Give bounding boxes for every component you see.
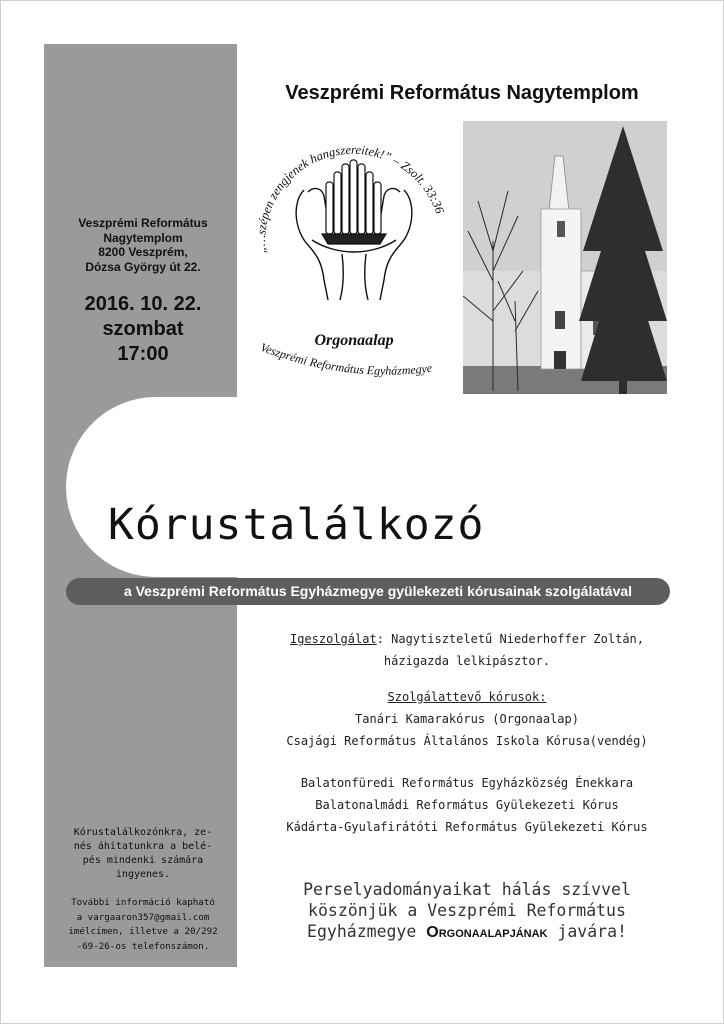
- event-date: 2016. 10. 22.: [84, 293, 202, 315]
- subtitle-banner: a Veszprémi Református Egyházmegye gyülekezeti kórusainak szolgálatával: [66, 578, 670, 605]
- sermon-line: [250, 628, 684, 650]
- church-photo: [463, 121, 667, 394]
- orgonaalap-emphasis: Orgonaalapjának: [426, 924, 548, 941]
- logo-name: Orgonaalap: [314, 332, 394, 349]
- info-line: imélcímen, illetve a 20/292: [68, 926, 218, 937]
- note-line: pés mindenki számára: [82, 855, 204, 866]
- contact-info: [54, 896, 232, 954]
- note-line: ingyenes.: [115, 869, 171, 880]
- program-details: [250, 628, 684, 838]
- venue-address: [54, 216, 232, 274]
- church-title: Veszprémi Református Nagytemplom: [285, 82, 639, 104]
- donation-thanks: [250, 879, 684, 943]
- venue-line: Veszprémi Református: [78, 216, 208, 230]
- venue-line: Nagytemplom: [103, 230, 183, 245]
- event-datetime: [54, 292, 232, 367]
- sermon-text: : Nagytiszteletű Niederhoffer Zoltán,: [376, 632, 644, 646]
- contact-email: a vargaaron357@gmail.com: [76, 911, 210, 923]
- venue-line: Dózsa György út 22.: [85, 259, 201, 274]
- thanks-text: javára!: [547, 922, 627, 941]
- event-time: 17:00: [117, 343, 169, 365]
- choir-item: Csajági Református Általános Iskola Kórusa(vendég): [286, 734, 648, 748]
- thanks-line: köszönjük a Veszprémi Református: [308, 901, 626, 920]
- logo-quote: „…szépen zengjenek hangszereitek!” – Zsolt. 33:36: [253, 142, 447, 255]
- orgonaalap-logo: [252, 120, 457, 400]
- organ-pipes-icon: [322, 160, 386, 244]
- choir-item: Balatonfüredi Református Egyházközség Énekkara: [300, 776, 634, 790]
- info-line: További információ kapható: [71, 897, 215, 908]
- choir-item: Kádárta-Gyulafirátóti Református Gyülekezeti Kórus: [286, 820, 648, 834]
- choirs-heading: Szolgálattevő kórusok:: [387, 690, 547, 704]
- note-line: nés áhítatunkra a belé-: [73, 841, 213, 852]
- thanks-line: Perselyadományaikat hálás szívvel: [303, 880, 631, 899]
- venue-line: 8200 Veszprém,: [98, 245, 188, 259]
- choir-item: Balatonalmádi Református Gyülekezeti Kórus: [315, 798, 619, 812]
- title-backdrop: [66, 397, 706, 577]
- event-weekday: szombat: [102, 318, 184, 340]
- free-entry-note: [54, 826, 232, 882]
- thanks-line: [250, 921, 684, 943]
- thanks-text: Egyházmegye: [307, 922, 427, 941]
- sermon-text-2: házigazda lelkipásztor.: [383, 654, 551, 668]
- note-line: Kórustalálkozónkra, ze-: [73, 827, 213, 838]
- logo-org: Veszprémi Református Egyházmegye: [258, 339, 433, 378]
- event-title: Kórustalálkozó: [108, 500, 485, 550]
- sermon-label: Igeszolgálat: [289, 632, 377, 646]
- choir-item: Tanári Kamarakórus (Orgonaalap): [355, 712, 579, 726]
- contact-phone: -69-26-os telefonszámon.: [76, 940, 210, 952]
